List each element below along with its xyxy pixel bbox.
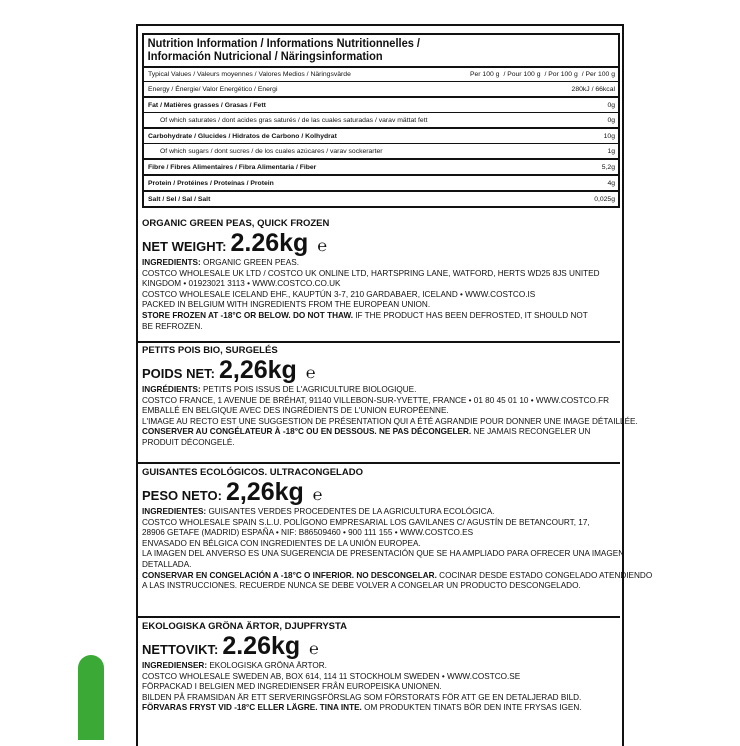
nutrition-row-energy: Energy / Énergie/ Valor Energético / Energi 280kJ / 66kcal: [144, 81, 618, 96]
nutrition-row-carbohydrate: Carbohydrate / Glucides / Hidratos de Carbono / Kolhydrat 10g: [144, 127, 618, 143]
section-swedish: [142, 621, 616, 714]
net-weight-english: NET WEIGHT: 2.26kg ℮: [142, 229, 327, 257]
divider: [136, 616, 620, 618]
nutrition-row-fibre: Fibre / Fibres Alimentaires / Fibra Alimentaria / Fiber 5,2g: [144, 158, 618, 174]
details-swedish: INGREDIENSER: EKOLOGISKA GRÖNA ÄRTOR. COSTCO WHOLESALE SWEDEN AB, BOX 614, 114 11 STOCKHOLM SWEDEN • WWW.COSTCO.SE FÖRPACKAD I BELGIEN MED INGREDIENSER FRÅN EUROPEISKA UNIONEN. BILDEN PÅ FRAMSIDAN ÄR ETT SERVERINGSFÖRSLAG SOM FÖRSTORATS FÖR ATT GE EN DETALJERAD BILD. FÖRVARAS FRYST VID -18°C ELLER LÄGRE. TINA INTE. OM PRODUKTEN TINATS BÖR DEN INTE FRYSAS IGEN.: [142, 661, 582, 713]
product-name-swedish: EKOLOGISKA GRÖNA ÄRTOR, DJUPFRYSTA: [142, 621, 347, 632]
nutrition-header-label: Typical Values / Valeurs moyennes / Valores Medios / Näringsvärde: [148, 71, 351, 78]
section-english: [142, 218, 616, 332]
nutrition-row-fat: Fat / Matières grasses / Grasas / Fett 0g: [144, 96, 618, 112]
nutrition-header-row: [144, 66, 618, 81]
net-weight-french: POIDS NET: 2,26kg ℮: [142, 356, 316, 384]
estimated-sign-icon: ℮: [305, 363, 316, 382]
nutrition-row-saturates: Of which saturates / dont acides gras saturés / de las cuales saturadas / varav mättat fett 0g: [144, 112, 618, 127]
estimated-sign-icon: ℮: [317, 236, 327, 255]
section-spanish: [142, 467, 653, 592]
estimated-sign-icon: ℮: [312, 485, 323, 504]
details-french: INGRÉDIENTS: PETITS POIS ISSUS DE L'AGRICULTURE BIOLOGIQUE. COSTCO FRANCE, 1 AVENUE DE BRÉHAT, 91140 VILLEBON-SUR-YVETTE, FRANCE • 01 80 45 01 10 • WWW.COSTCO.FR EMBALLÉ EN BELGIQUE AVEC DES INGRÉDIENTS DE L'UNION EUROPÉENNE. L'IMAGE AU RECTO EST UNE SUGGESTION DE PRÉSENTATION QUI A ÉTÉ AGRANDIE POUR DONNER UNE IMAGE DÉTAILLÉE. CONSERVER AU CONGÉLATEUR À -18°C OU EN DESSOUS. NE PAS DÉCONGELER. NE JAMAIS RECONGELER UN PRODUIT DÉCONGELÉ.: [142, 385, 638, 447]
nutrition-row-protein: Protein / Protéines / Proteínas / Protein 4g: [144, 174, 618, 190]
green-leaf-graphic: [78, 655, 104, 740]
nutrition-title: Nutrition Information / Informations Nutritionnelles / Información Nutricional / Näringsinformation: [147, 36, 420, 63]
divider: [136, 462, 620, 464]
section-french: [142, 345, 638, 449]
net-weight-swedish: NETTOVIKT: 2.26kg ℮: [142, 632, 319, 660]
net-weight-spanish: PESO NETO: 2,26kg ℮: [142, 478, 323, 506]
nutrition-header-values: Per 100 g / Pour 100 g / Por 100 g / Per 100 g: [469, 71, 615, 78]
details-english: INGREDIENTS: ORGANIC GREEN PEAS. COSTCO WHOLESALE UK LTD / COSTCO UK ONLINE LTD, HARTSPRING LANE, WATFORD, HERTS WD25 8JS UNITED KINGDOM • 01923021 3113 • WWW.COSTCO.CO.UK COSTCO WHOLESALE ICELAND EHF., KAUPTÚN 3-7, 210 GARDABAER, ICELAND • WWW.COSTCO.IS PACKED IN BELGIUM WITH INGREDIENTS FROM THE EUROPEAN UNION. STORE FROZEN AT -18°C OR BELOW. DO NOT THAW. IF THE PRODUCT HAS BEEN DEFROSTED, IT SHOULD NOT BE REFROZEN.: [142, 258, 600, 331]
divider: [136, 341, 620, 343]
nutrition-row-salt: Salt / Sel / Sal / Salt 0,025g: [144, 190, 618, 206]
product-name-french: PETITS POIS BIO, SURGELÉS: [142, 345, 278, 356]
nutrition-table: [142, 33, 620, 208]
product-name-spanish: GUISANTES ECOLÓGICOS. ULTRACONGELADO: [142, 467, 363, 478]
details-spanish: INGREDIENTES: GUISANTES VERDES PROCEDENTES DE LA AGRICULTURA ECOLÓGICA. COSTCO WHOLESALE SPAIN S.L.U. POLÍGONO EMPRESARIAL LOS GAVILANES C/ AGUSTÍN DE BETANCOURT, 17, 28906 GETAFE (MADRID) ESPAÑA • NIF: B86509460 • 900 111 155 • WWW.COSTCO.ES ENVASADO EN BÉLGICA CON INGREDIENTES DE LA UNIÓN EUROPEA. LA IMAGEN DEL ANVERSO ES UNA SUGERENCIA DE PRESENTACIÓN QUE SE HA AMPLIADO PARA OFRECER UNA IMAGEN DETALLADA. CONSERVAR EN CONGELACIÓN A -18°C O INFERIOR. NO DESCONGELAR. COCINAR DESDE ESTADO CONGELADO ATENDIENDO A LAS INSTRUCCIONES. RECUERDE NUNCA SE DEBE VOLVER A CONGELAR UN PRODUCTO DESCONGELADO.: [142, 507, 653, 591]
estimated-sign-icon: ℮: [309, 639, 319, 658]
product-name-english: ORGANIC GREEN PEAS, QUICK FROZEN: [142, 218, 330, 229]
nutrition-row-sugars: Of which sugars / dont sucres / de los cuales azúcares / varav sockerarter 1g: [144, 143, 618, 158]
